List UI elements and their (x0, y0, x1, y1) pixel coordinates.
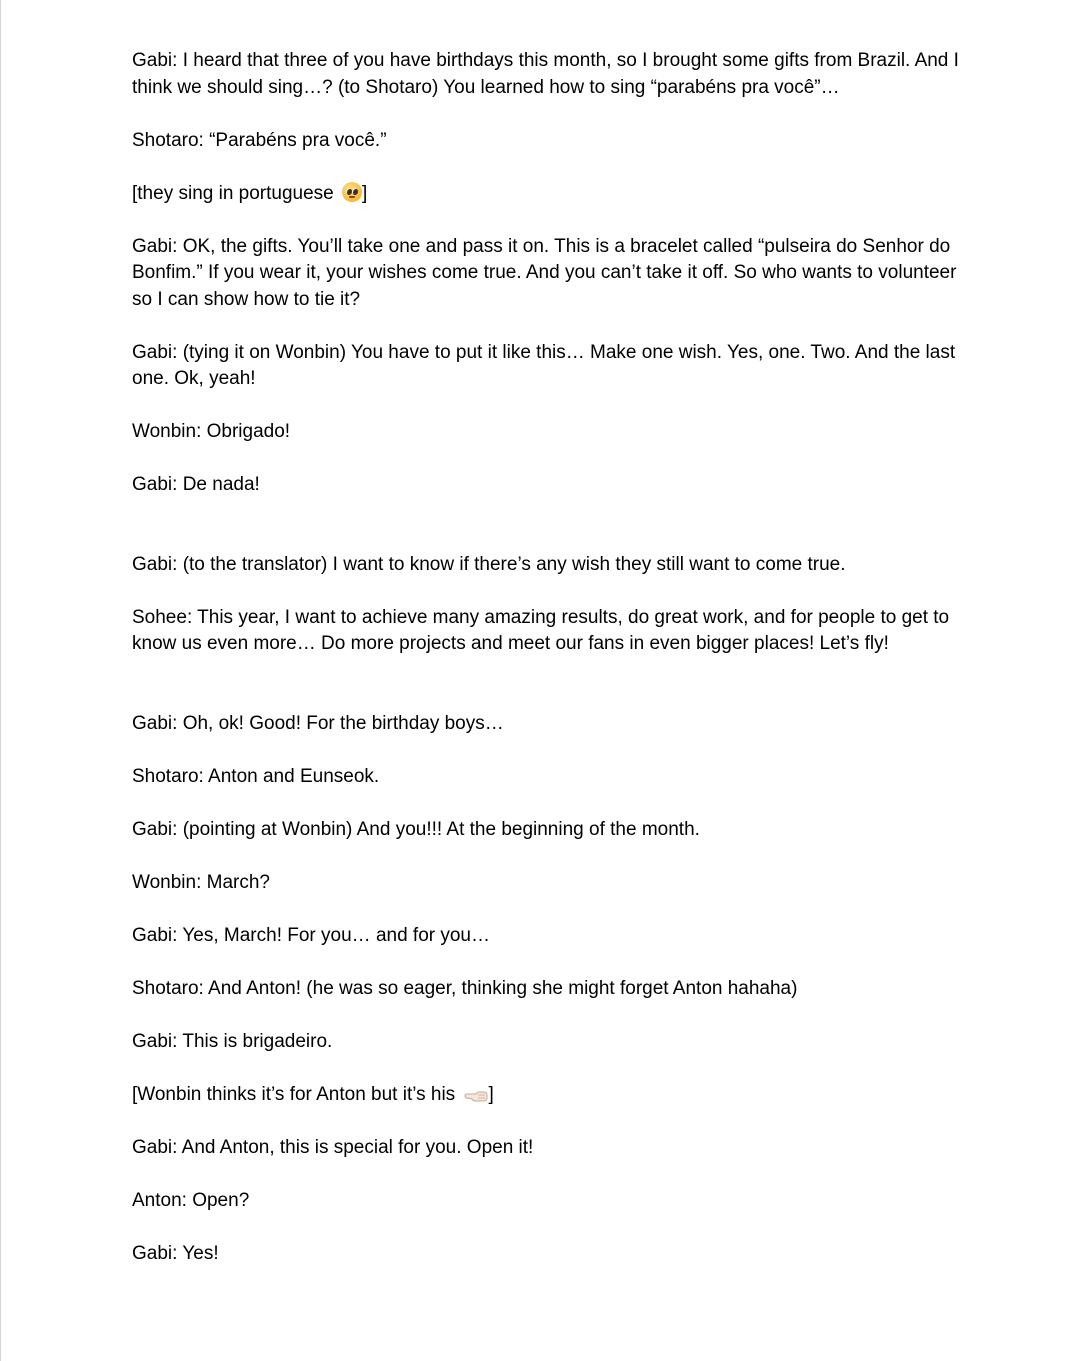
paragraph-10: Gabi: Oh, ok! Good! For the birthday boys… (132, 712, 504, 734)
paragraph-11: Shotaro: Anton and Eunseok. (132, 765, 380, 787)
paragraph-17 (132, 1082, 962, 1109)
paragraph-3-text: [they sing in portuguese (132, 182, 340, 204)
paragraph-3-bracket: ] (362, 182, 368, 204)
paragraph-4: Gabi: OK, the gifts. You’ll take one and pass it on. This is a bracelet called “pulseira do Senhor do Bonfim.” If you wear it, your wishes come true. And you can’t take it off. So who wants to volunteer so I can show how to tie it? (132, 235, 962, 310)
paragraph-14: Gabi: Yes, March! For you… and for you… (132, 924, 491, 946)
paragraph-17-bracket: ] (488, 1083, 494, 1105)
paragraph-9: Sohee: This year, I want to achieve many amazing results, do great work, and for people to get to know us even more… Do more projects and meet our fans in even bigger places! Let’s fly! (132, 606, 955, 654)
paragraph-8: Gabi: (to the translator) I want to know if there’s any wish they still want to come true. (132, 553, 846, 575)
paragraph-6: Wonbin: Obrigado! (132, 421, 291, 442)
paragraph-19: Anton: Open? (132, 1189, 250, 1211)
paragraph-1: Gabi: I heard that three of you have birthdays this month, so I brought some gifts from Brazil. And I think we should sing…? (to Shotaro) You learned how to sing “parabéns pra você”… (132, 50, 965, 98)
paragraph-15: Shotaro: And Anton! (he was so eager, thinking she might forget Anton hahaha) (132, 977, 798, 999)
paragraph-5: Gabi: (tying it on Wonbin) You have to put it like this… Make one wish. Yes, one. Two. And the last one. Ok, yeah! (132, 341, 961, 389)
paragraph-3 (132, 181, 962, 208)
pointing-left-hand-icon (464, 1089, 488, 1103)
paragraph-2: Shotaro: “Parabéns pra você.” (132, 129, 387, 151)
paragraph-13: Wonbin: March? (132, 871, 270, 893)
blank-line (132, 525, 962, 552)
pleading-face-icon (342, 182, 362, 202)
document-body (132, 48, 965, 1294)
paragraph-16: Gabi: This is brigadeiro. (132, 1030, 333, 1052)
paragraph-12: Gabi: (pointing at Wonbin) And you!!! At the beginning of the month. (132, 818, 700, 840)
paragraph-7: Gabi: De nada! (132, 474, 260, 495)
paragraph-17-text: [Wonbin thinks it’s for Anton but it’s his (132, 1083, 461, 1105)
paragraph-20: Gabi: Yes! (132, 1242, 219, 1264)
paragraph-18: Gabi: And Anton, this is special for you. Open it! (132, 1136, 534, 1158)
blank-line (132, 684, 962, 711)
